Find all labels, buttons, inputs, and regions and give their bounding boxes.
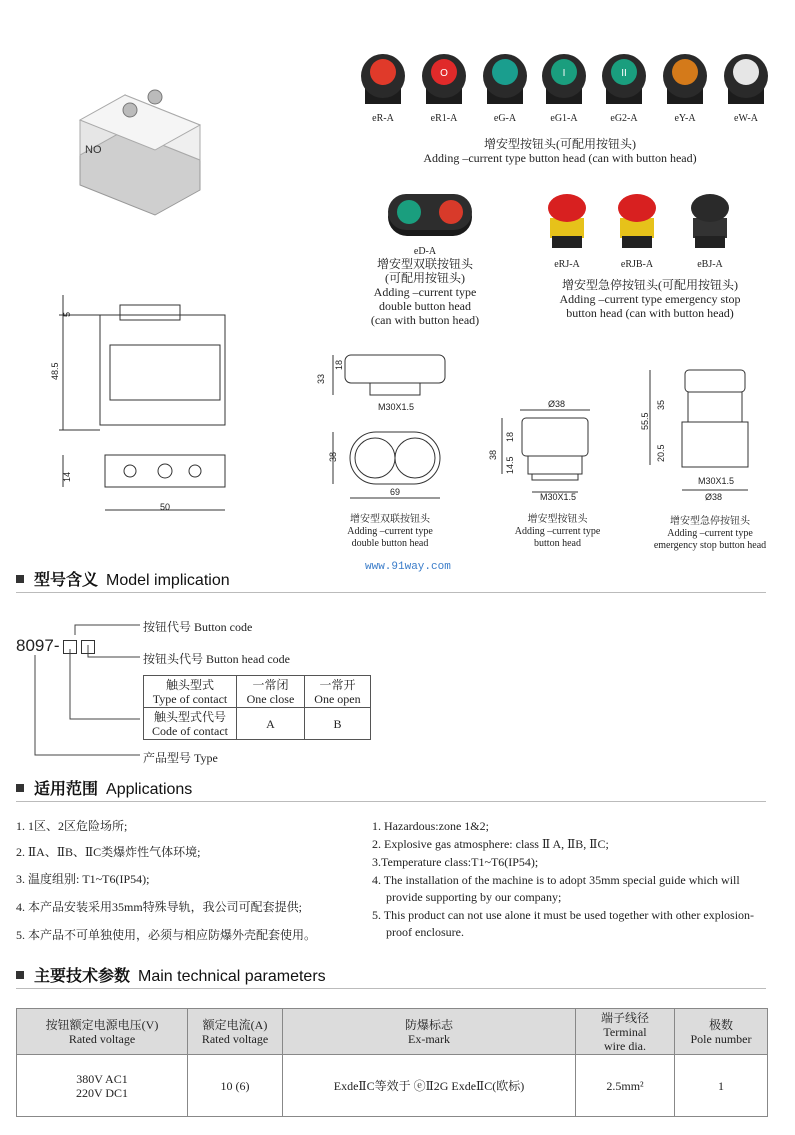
emerg-dim-2: 55.5 — [640, 412, 650, 430]
contact-r1-en: Code of contact — [152, 723, 228, 738]
double-dim-1: 33 — [316, 373, 326, 384]
single-dim-1: Ø38 — [548, 399, 566, 409]
double-en2: double button head — [379, 299, 471, 313]
single-draw-cn: 增安型按钮头 — [527, 514, 588, 525]
double-en1: Adding –current type — [373, 285, 477, 299]
emerg-code-1: eRJ-A — [554, 259, 580, 270]
double-draw-cn: 增安型双联按钮头 — [350, 514, 430, 525]
button-head-icon — [596, 52, 652, 108]
button-head-icon — [477, 52, 533, 108]
contact-h1-cn: 触头型式 — [165, 677, 214, 692]
double-dim-2: 18 — [334, 359, 344, 370]
double-dim-5: 69 — [390, 487, 401, 497]
double-draw-en1: Adding –current type — [347, 526, 433, 537]
button-head-ew-a — [718, 52, 774, 124]
app-title-en: Applications — [106, 781, 193, 798]
model-title-cn: 型号含义 — [34, 572, 99, 589]
button-head-icon — [355, 52, 411, 108]
emerg-code-3: eBJ-A — [697, 259, 723, 270]
watermark: www.91way.com — [365, 561, 451, 573]
contact-dim-2: 48.5 — [50, 362, 60, 380]
emergency-head-drawing — [630, 365, 760, 515]
emerg-code-2: eRJB-A — [620, 259, 654, 270]
pv-current: 10 (6) — [188, 1055, 283, 1117]
emerg-dim-5: Ø38 — [705, 492, 723, 502]
params-rule — [16, 988, 766, 989]
svg-text:II: II — [621, 68, 627, 79]
model-box-2 — [81, 640, 95, 654]
single-dim-5: M30X1.5 — [540, 492, 577, 502]
double-cn1: 增安型双联按钮头 — [376, 257, 473, 271]
contact-h3-cn: 一常开 — [319, 677, 356, 692]
button-head-er-a — [355, 52, 411, 124]
ph-pole-cn: 极数 — [708, 1017, 733, 1032]
button-head-code: eG-A — [493, 113, 517, 124]
head-caption-cn: 增安型按钮头(可配用按钮头) — [484, 137, 636, 151]
pv-wire: 2.5mm² — [576, 1055, 675, 1117]
single-dim-3: 38 — [488, 449, 498, 460]
ph-wire-en: Terminal — [603, 1024, 647, 1039]
contact-h1-en: Type of contact — [152, 691, 228, 706]
single-dim-4: 14.5 — [505, 456, 515, 474]
emerg-dim-3: 20.5 — [656, 444, 666, 462]
contact-v1: A — [237, 708, 305, 740]
double-dim-4: 38 — [328, 451, 338, 462]
head-caption-en: Adding –current type button head (can with button head) — [423, 151, 697, 165]
pv-voltage-1: 380V AC1 — [76, 1071, 128, 1086]
button-head-icon — [416, 52, 472, 108]
double-cn2: (可配用按钮头) — [385, 271, 465, 285]
head-code-label: 按钮头代号 Button head code — [143, 652, 290, 666]
app-rule — [16, 801, 766, 802]
contact-dim-3: 14 — [62, 471, 72, 482]
double-en3: (can with button head) — [370, 313, 480, 327]
button-head-code: eG1-A — [550, 113, 578, 124]
ph-current-cn: 额定电流(A) — [202, 1017, 268, 1032]
ph-exmark-en: Ex-mark — [408, 1031, 450, 1046]
button-head-code: eY-A — [674, 113, 696, 124]
ph-pole-en: Pole number — [690, 1031, 752, 1046]
double-button-photo — [385, 190, 475, 240]
button-head-code: eR1-A — [430, 113, 458, 124]
model-box-1 — [63, 640, 77, 654]
svg-text:I: I — [562, 68, 566, 79]
button-head-code: eR-A — [372, 113, 394, 124]
applications-section-title — [16, 776, 192, 799]
double-dim-3: M30X1.5 — [378, 402, 415, 412]
emerg-dim-1: 35 — [656, 399, 666, 410]
app-cn-2: 2. ⅡA、ⅡB、ⅡC类爆炸性气体环境; — [16, 845, 201, 859]
app-en-3: 3.Temperature class:T1~T6(IP54); — [372, 855, 539, 869]
emerg-draw-en2: emergency stop button head — [653, 540, 767, 551]
svg-text:NO: NO — [85, 144, 102, 156]
contact-v2: B — [304, 708, 370, 740]
model-code: 8097- — [16, 636, 60, 655]
emerg-dim-4: M30X1.5 — [698, 476, 735, 486]
model-title-en: Model implication — [106, 572, 230, 589]
ph-wire-en2: wire dia. — [604, 1038, 646, 1053]
head-caption — [360, 137, 760, 165]
params-title-en: Main technical parameters — [138, 968, 326, 985]
app-en-2: 2. Explosive gas atmosphere: class Ⅱ A, ⅡB, ⅡC; — [372, 837, 609, 851]
ph-voltage-cn: 按钮额定电源电压(V) — [45, 1017, 159, 1032]
type-label: 产品型号 Type — [143, 751, 218, 765]
ph-wire-cn: 端子线径 — [600, 1010, 649, 1025]
single-draw-en1: Adding –current type — [514, 526, 601, 537]
button-code-label: 按钮代号 Button code — [143, 620, 253, 634]
contact-table — [143, 675, 371, 740]
ph-current-en: Rated voltage — [201, 1031, 269, 1046]
pv-exmark: ExdeⅡC等效于 ⓔⅡ2G ExdeⅡC(欧标) — [283, 1055, 576, 1117]
pv-voltage-2: 220V DC1 — [75, 1085, 129, 1100]
double-code: eD-A — [413, 246, 437, 257]
button-head-icon — [718, 52, 774, 108]
emerg-en2: button head (can with button head) — [566, 306, 734, 320]
emerg-draw-en1: Adding –current type — [667, 528, 753, 539]
emerg-en1: Adding –current type emergency stop — [559, 292, 741, 306]
button-head-code: eW-A — [734, 113, 758, 124]
button-head-ey-a — [657, 52, 713, 124]
ph-exmark-cn: 防爆标志 — [404, 1017, 453, 1032]
app-en-5b: proof enclosure. — [386, 925, 464, 939]
contact-r1-cn: 触头型式代号 — [153, 709, 226, 724]
contact-h2-cn: 一常闭 — [252, 677, 289, 692]
app-cn-1: 1. 1区、2区危险场所; — [16, 819, 128, 833]
button-head-eg2-a — [596, 52, 652, 124]
model-section-title — [16, 567, 230, 590]
double-head-drawing — [315, 350, 455, 515]
ph-voltage-en: Rated voltage — [68, 1031, 136, 1046]
app-title-cn: 适用范围 — [34, 781, 99, 798]
button-head-er1-a — [416, 52, 472, 124]
app-cn-5: 5. 本产品不可单独使用，必须与相应防爆外壳配套使用。 — [16, 928, 317, 942]
button-head-eg-a — [477, 52, 533, 124]
double-draw-en2: double button head — [351, 538, 429, 549]
button-head-code: eG2-A — [610, 113, 638, 124]
contact-block-drawing — [45, 285, 245, 525]
contact-h3-en: One open — [314, 691, 361, 706]
pv-poles: 1 — [675, 1055, 768, 1117]
contact-h2-en: One close — [246, 691, 295, 706]
emerg-draw-cn: 增安型急停按钮头 — [670, 516, 750, 527]
button-head-eg1-a — [536, 52, 592, 124]
contact-dim-4: 50 — [160, 502, 171, 512]
params-table — [16, 1008, 768, 1117]
contact-block-photo — [60, 75, 210, 245]
app-cn-3: 3. 温度组别: T1~T6(IP54); — [16, 872, 150, 886]
emerg-cn: 增安型急停按钮头(可配用按钮头) — [562, 278, 738, 292]
button-head-icon — [536, 52, 592, 108]
emergency-buttons-photo — [540, 190, 740, 255]
svg-text:O: O — [440, 68, 448, 79]
params-title-cn: 主要技术参数 — [34, 968, 131, 985]
app-en-4b: provide supporting by our company; — [386, 890, 562, 904]
app-en-4a: 4. The installation of the machine is to adopt 35mm special guide which will — [372, 873, 740, 887]
model-rule — [16, 592, 766, 593]
params-section-title — [16, 963, 326, 986]
contact-dim-1: 5 — [62, 311, 72, 317]
app-en-1: 1. Hazardous:zone 1&2; — [372, 819, 489, 833]
button-head-icon — [657, 52, 713, 108]
single-dim-2: 18 — [505, 431, 515, 442]
app-en-5a: 5. This product can not use alone it must be used together with other explosion- — [372, 908, 755, 922]
single-draw-en2: button head — [534, 538, 581, 549]
app-cn-4: 4. 本产品安装采用35mm特殊导轨，我公司可配套提供; — [16, 900, 303, 914]
